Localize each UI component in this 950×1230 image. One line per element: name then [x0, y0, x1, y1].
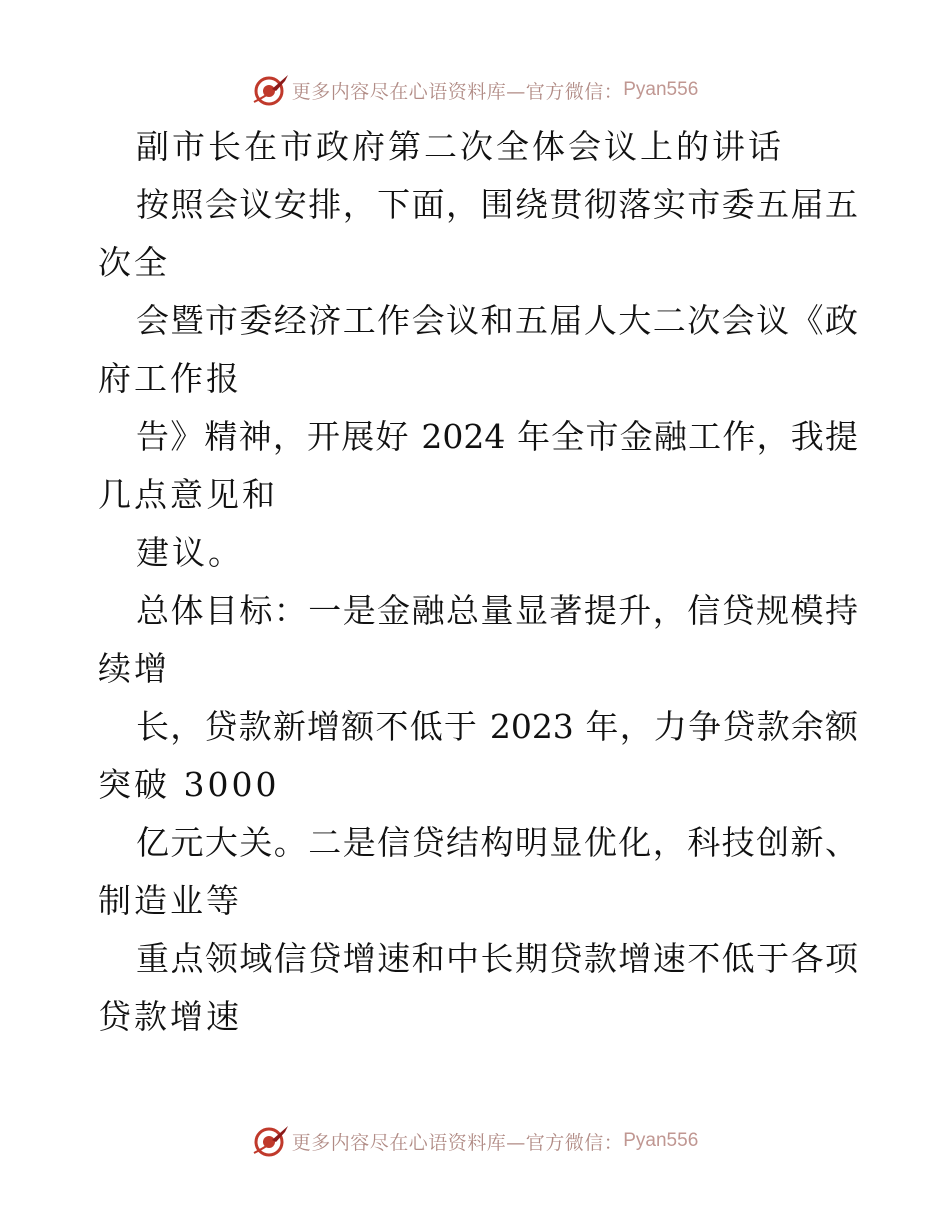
paragraph-line: 突破 3000: [98, 765, 280, 804]
watermark-text: 更多内容尽在心语资料库—官方微信：: [291, 1131, 624, 1154]
paragraph-line: 几点意见和: [98, 475, 278, 514]
document-body: [98, 118, 858, 1046]
paragraph-line: 建议。: [136, 533, 244, 572]
paragraph-line: 续增: [98, 649, 170, 688]
header-watermark: [0, 70, 950, 110]
watermark-text: 更多内容尽在心语资料库—官方微信：: [291, 80, 624, 103]
paragraph-line: 总体目标：一是金融总量显著提升，信贷规模持: [136, 591, 858, 630]
paragraph-line: 按照会议安排，下面，围绕贯彻落实市委五届五: [136, 185, 858, 224]
paragraph-line: 重点领域信贷增速和中长期贷款增速不低于各项: [136, 939, 858, 978]
document-title: 副市长在市政府第二次全体会议上的讲话: [136, 127, 784, 166]
paragraph-line: 贷款增速: [98, 997, 242, 1036]
paragraph-line: 亿元大关。二是信贷结构明显优化，科技创新、: [136, 823, 858, 862]
paragraph-line: 会暨市委经济工作会议和五届人大二次会议《政: [136, 301, 858, 340]
footer-watermark: [0, 1121, 950, 1161]
paragraph-line: 长，贷款新增额不低于 2023 年，力争贷款余额: [136, 707, 858, 746]
paragraph-line: 府工作报: [98, 359, 242, 398]
watermark-wechat-id: Pyan556: [623, 79, 699, 100]
watermark-wechat-id: Pyan556: [623, 1130, 699, 1151]
paragraph-line: 次全: [98, 243, 170, 282]
quill-logo-icon: [252, 1123, 290, 1159]
paragraph-line: 告》精神，开展好 2024 年全市金融工作，我提: [136, 417, 858, 456]
quill-logo-icon: [252, 72, 290, 108]
paragraph-line: 制造业等: [98, 881, 242, 920]
